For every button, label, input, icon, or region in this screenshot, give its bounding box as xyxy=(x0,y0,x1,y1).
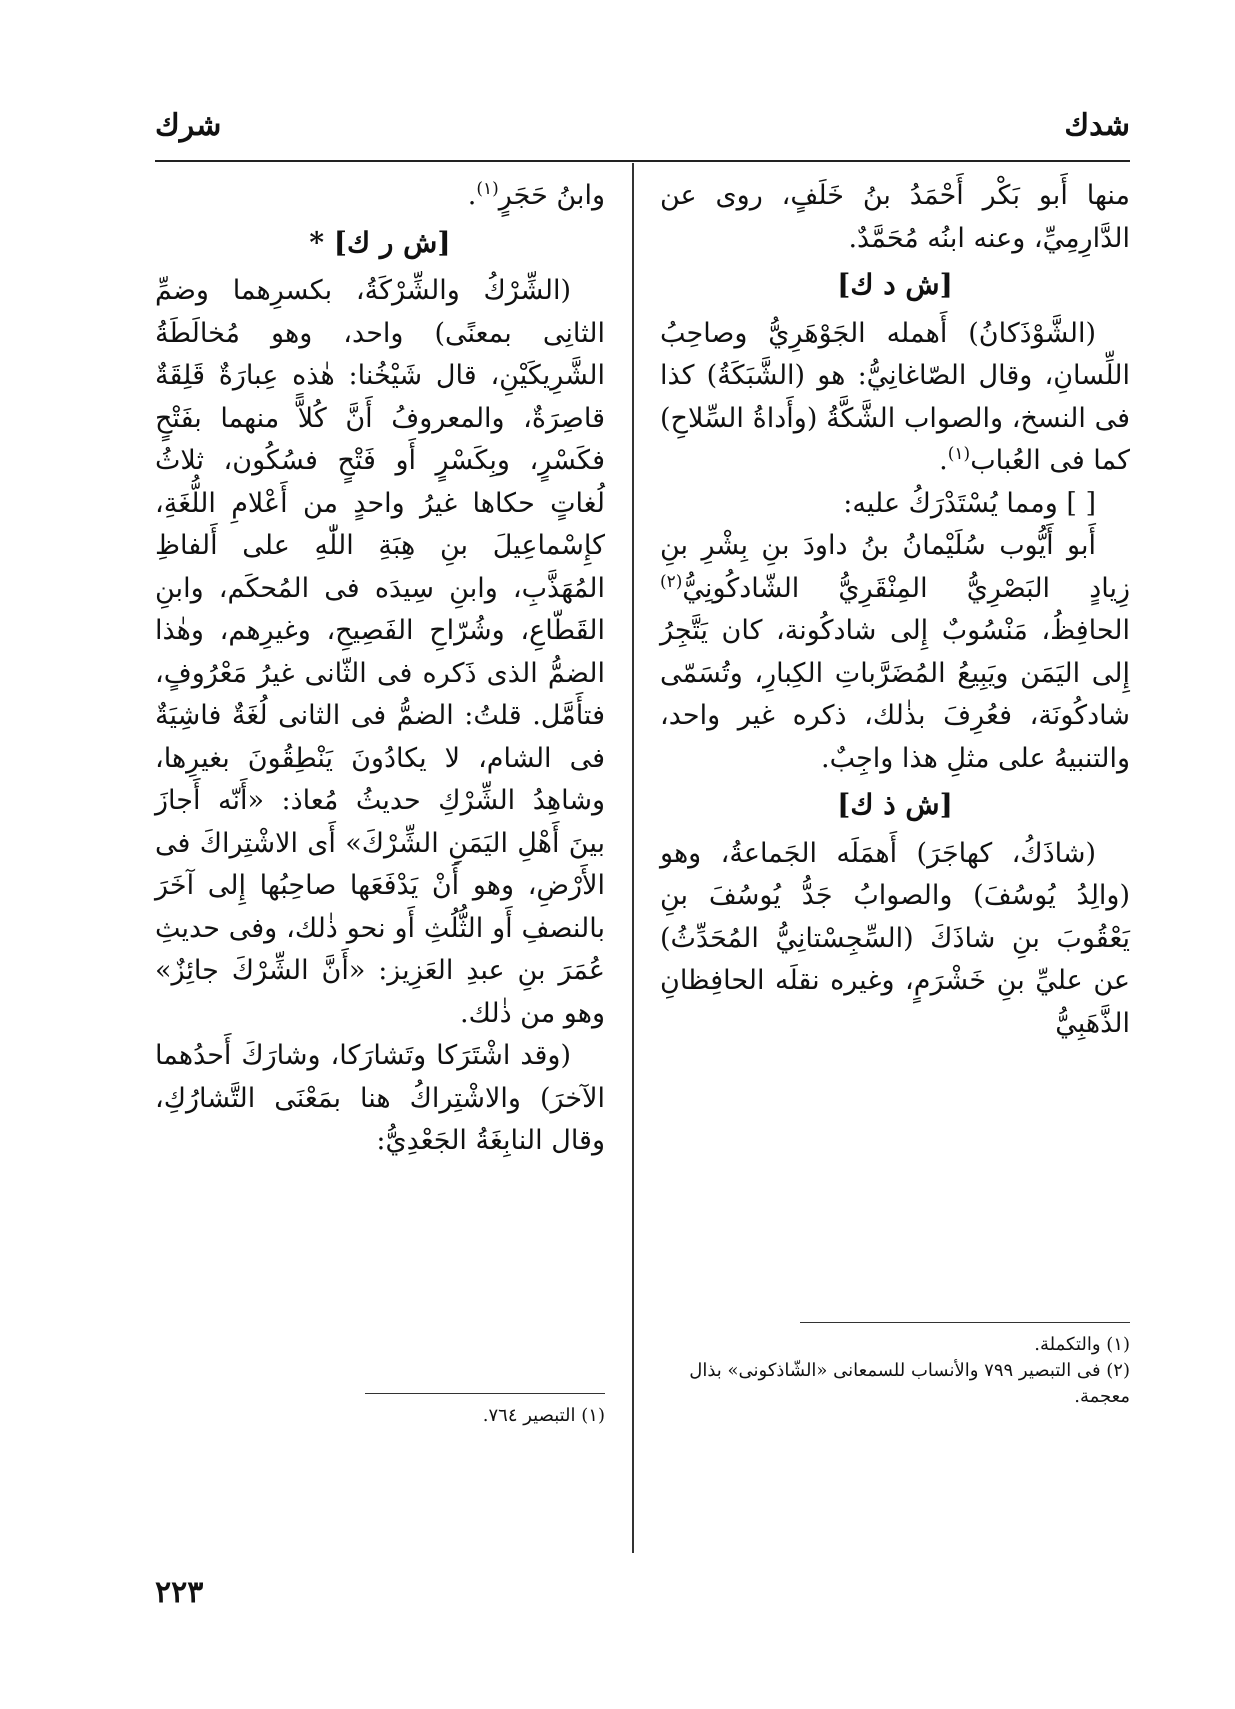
right-footnotes xyxy=(660,1332,1130,1410)
right-paragraph-3: [ ] ومما يُسْتَدْرَكُ عليه: xyxy=(843,487,1096,519)
right-footnote-rule xyxy=(800,1322,1130,1323)
left-paragraph-1-end: . xyxy=(467,180,477,211)
right-paragraph-4-text-b: الحافِظُ، مَنْسُوبٌ إِلى شادكُونة، كان يَتَّجِرُ إِلى اليَمَن ويَبِيعُ المُضَرَّباتِ الكِبارِ، وتُسَمّى شادكُونَة، فعُرِفَ بذٰلك، ذكره غير واحد، والتنبيهُ على مثلِ هذا واجِبٌ. xyxy=(660,615,1130,774)
column-divider xyxy=(632,163,634,1553)
left-footnote-1: (١) التبصير ٧٦٤. xyxy=(482,1405,605,1426)
right-paragraph-2 xyxy=(660,313,1130,483)
left-paragraph-1 xyxy=(155,175,605,218)
left-footnote-rule xyxy=(365,1393,605,1394)
right-footnote-2: (٢) فى التبصير ٧٩٩ والأنساب للسمعانى «الشّاذكونى» بذال معجمة. xyxy=(689,1360,1130,1407)
left-footnote-ref-1: (١) xyxy=(476,179,499,199)
footnote-ref-2: (٢) xyxy=(660,571,683,592)
right-paragraph-2-end: . xyxy=(939,445,948,476)
right-paragraph-4-text-a: أَبو أَيُّوب سُلَيْمانُ بنُ داودَ بنِ بِشْرِ بنِ زِيادٍ البَصْرِيُّ المِنْقَرِيُّ الشّادكُونِيُّ xyxy=(660,530,1130,604)
left-paragraph-3: (وقد اشْتَرَكا وتَشارَكا، وشارَكَ أَحدُهما الآخرَ) والاشْتِراكُ هنا بمَعْنَى التَّشارُكِ، وقال النابِغَةُ الجَعْدِيُّ: xyxy=(155,1040,605,1156)
page-header xyxy=(155,100,1130,162)
left-paragraph-1-text: وابنُ حَجَرٍ xyxy=(498,180,605,211)
right-paragraph-5: (شاذَكُ، كهاجَرَ) أَهمَلَه الجَماعةُ، وهو (والِدُ يُوسُفَ) والصوابُ جَدُّ يُوسُفَ بنِ يَعْقُوبَ بنِ شاذَكَ (السِّجِسْتانِيُّ المُحَدِّثُ) عن عليِّ بنِ خَشْرَمٍ، وغيره نقلَه الحافِظانِ الذَّهَبِيُّ xyxy=(660,837,1130,1039)
entry-heading-shdk: [ش د ك] xyxy=(837,268,953,301)
page-number: ٢٢٣ xyxy=(155,1575,204,1610)
header-left-word: شرك xyxy=(155,108,222,143)
right-paragraph-1: منها أَبو بَكْر أَحْمَدُ بنُ خَلَفٍ، روى عن الدَّارِمِيِّ، وعنه ابنُه مُحَمَّدٌ. xyxy=(660,180,1130,254)
right-column xyxy=(660,175,1130,1045)
entry-heading-shdhk: [ش ذ ك] xyxy=(837,788,953,821)
right-paragraph-2-text: (الشَّوْذَكانُ) أَهمله الجَوْهَرِيُّ وصاحِبُ اللِّسانِ، وقال الصّاغانِيُّ: هو (الشَّبَكَةُ) كذا فى النسخ، والصواب الشَّكَّةُ (وأَداةُ السِّلاحِ) كما فى العُباب xyxy=(660,317,1130,476)
right-paragraph-4 xyxy=(660,525,1130,780)
left-footnotes xyxy=(155,1403,605,1429)
entry-heading-shrk: [ش ر ك] * xyxy=(309,225,451,259)
header-right-word: شدك xyxy=(1064,108,1130,143)
right-footnote-1: (١) والتكملة. xyxy=(1034,1334,1130,1355)
left-column xyxy=(155,175,605,1163)
footnote-ref-1: (١) xyxy=(947,444,971,464)
left-paragraph-2: (الشِّرْكُ والشِّرْكَةُ، بكسرِهما وضمِّ الثانِى بمعنًى) واحد، وهو مُخالَطَةُ الشَّرِيكَيْنِ، قال شَيْخُنا: هٰذه عِبارَةٌ قَلِقَةٌ قاصِرَةٌ، والمعروفُ أَنَّ كُلاًّ منهما بفَتْحٍ فكَسْرٍ، وبِكَسْرٍ أَو فَتْحٍ فسُكُون، ثلاثُ لُغاتٍ حكاها غيرُ واحدٍ من أَعْلامِ اللُّغَةِ، كإِسْماعِيلَ بنِ هِبَةِ اللّٰهِ على أَلفاظِ المُهَذَّبِ، وابنِ سِيدَه فى المُحكَم، وابنِ القَطّاعِ، وشُرّاحِ الفَصِيحِ، وغيرِهم، وهٰذا الضمُّ الذى ذَكره فى الثّانى غيرُ مَعْرُوفٍ، فتأَمَّل. قلتُ: الضمُّ فى الثانى لُغَةٌ فاشِيَةٌ فى الشام، لا يكادُونَ يَنْطِقُونَ بغيرِها، وشاهِدُ الشِّرْكِ حديثُ مُعاذ: «أَنّه أَجازَ بينَ أَهْلِ اليَمَنِ الشِّرْكَ» أَى الاشْتِراكَ فى الأَرْضِ، وهو أَنْ يَدْفَعَها صاحِبُها إِلى آخَرَ بالنصفِ أَو الثُّلُثِ أَو نحو ذٰلك، وفى حديثِ عُمَرَ بنِ عبدِ العَزِيز: «أَنَّ الشِّرْكَ جائِزٌ» وهو من ذٰلك. xyxy=(155,275,605,1029)
